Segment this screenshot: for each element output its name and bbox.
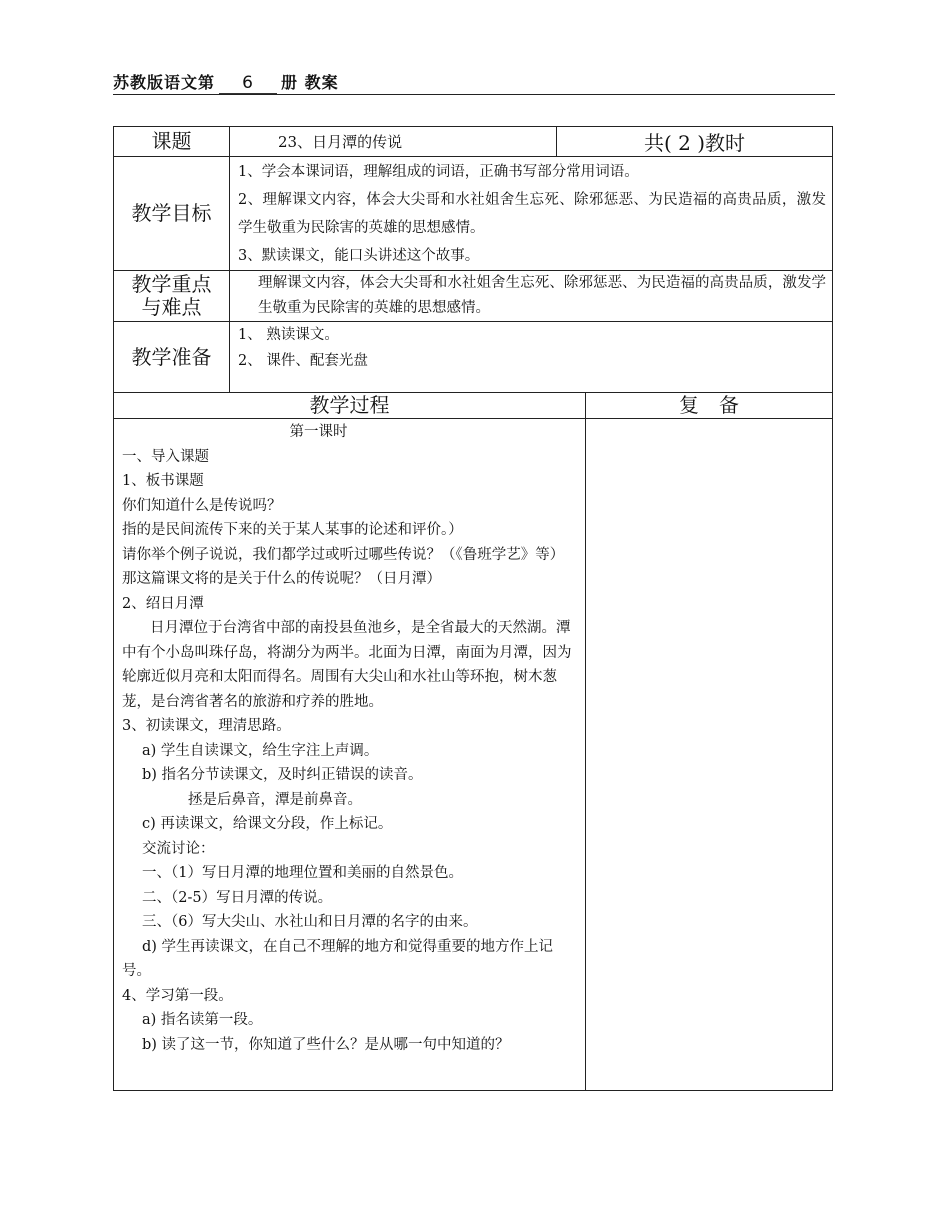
keypoints-label-line: 教学重点 [131,272,212,296]
periods: 共( 2 )教时 [557,127,833,157]
keypoints-label-line: 与难点 [141,295,202,319]
process-line: 一、导入课题 [122,448,209,465]
process-cell [114,419,586,1091]
topic-value: 23、日月潭的传说 [230,127,557,157]
goals-cell [230,157,833,271]
process-line: 你们知道什么是传说吗？ [122,497,282,514]
process-line: 交流讨论： [142,840,215,857]
period-title: 第一课时 [289,424,348,440]
review-header: 复 备 [586,393,833,419]
goal-item: 1、学会本课词语，理解组成的词语，正确书写部分常用词语。 [238,164,639,180]
process-line: 4、学习第一段。 [122,987,233,1004]
topic-label: 课题 [114,127,230,157]
process-line: 拯是后鼻音，潭是前鼻音。 [188,791,362,808]
prep-cell [230,322,833,393]
process-line: 日月潭位于台湾省中部的南投县鱼池乡，是全省最大的天然湖。潭中有个小岛叫珠仔岛，将湖分为两半。北面为日潭，南面为月潭，因为轮廓近似月亮和太阳而得名。周围有大尖山和水社山等环抱，树木葱茏，是台湾省著名的旅游和疗养的胜地。 [122,620,572,710]
process-line: d) 学生再读课文，在自己不理解的地方和觉得重要的地方作上记号。 [122,938,554,979]
header-prefix: 苏教版语文第 [113,73,216,92]
goals-label: 教学目标 [114,157,230,271]
process-line: 指的是民间流传下来的关于某人某事的论述和评价。） [122,522,463,538]
process-line: 一、（1）写日月潭的地理位置和美丽的自然景色。 [142,865,463,881]
keypoints-label [114,271,230,322]
header-suffix: 册 教案 [281,73,339,92]
process-line: 那这篇课文将的是关于什么的传说呢？（日月潭） [122,571,441,587]
process-line: b) 指名分节读课文，及时纠正错误的读音。 [142,767,423,783]
process-line: 请你举个例子说说，我们都学过或听过哪些传说？（《鲁班学艺》等） [122,546,565,563]
process-header: 教学过程 [114,393,586,419]
process-line: 1、板书课题 [122,473,204,489]
lesson-plan-table [113,126,833,1091]
goal-item: 3、默读课文，能口头讲述这个故事。 [238,248,480,264]
process-line: c) 再读课文，给课文分段，作上标记。 [142,816,393,832]
keypoints-text: 理解课文内容，体会大尖哥和水社姐舍生忘死、除邪惩恶、为民造福的高贵品质，激发学生敬重为民除害的英雄的思想感情。 [258,275,827,316]
goal-item: 2、理解课文内容，体会大尖哥和水社姐舍生忘死、除邪惩恶、为民造福的高贵品质，激发学生敬重为民除害的英雄的思想感情。 [238,192,827,236]
process-line: a) 学生自读课文，给生字注上声调。 [142,742,379,759]
prep-label: 教学准备 [114,322,230,393]
process-line: 3、初读课文，理清思路。 [122,718,291,734]
document-header [113,70,835,95]
volume-number: 6 [219,73,277,94]
process-line: 二、（2-5）写日月潭的传说。 [142,889,333,906]
process-line: 三、（6）写大尖山、水社山和日月潭的名字的由来。 [142,914,478,930]
process-line: b) 读了这一节，你知道了些什么？是从哪一句中知道的？ [142,1036,510,1053]
review-cell [586,419,833,1091]
keypoints-cell [230,271,833,322]
prep-item: 1、 熟读课文。 [238,327,339,343]
process-line: 2、绍日月潭 [122,595,204,612]
prep-item: 2、 课件、配套光盘 [238,353,368,369]
process-line: a) 指名读第一段。 [142,1012,263,1028]
